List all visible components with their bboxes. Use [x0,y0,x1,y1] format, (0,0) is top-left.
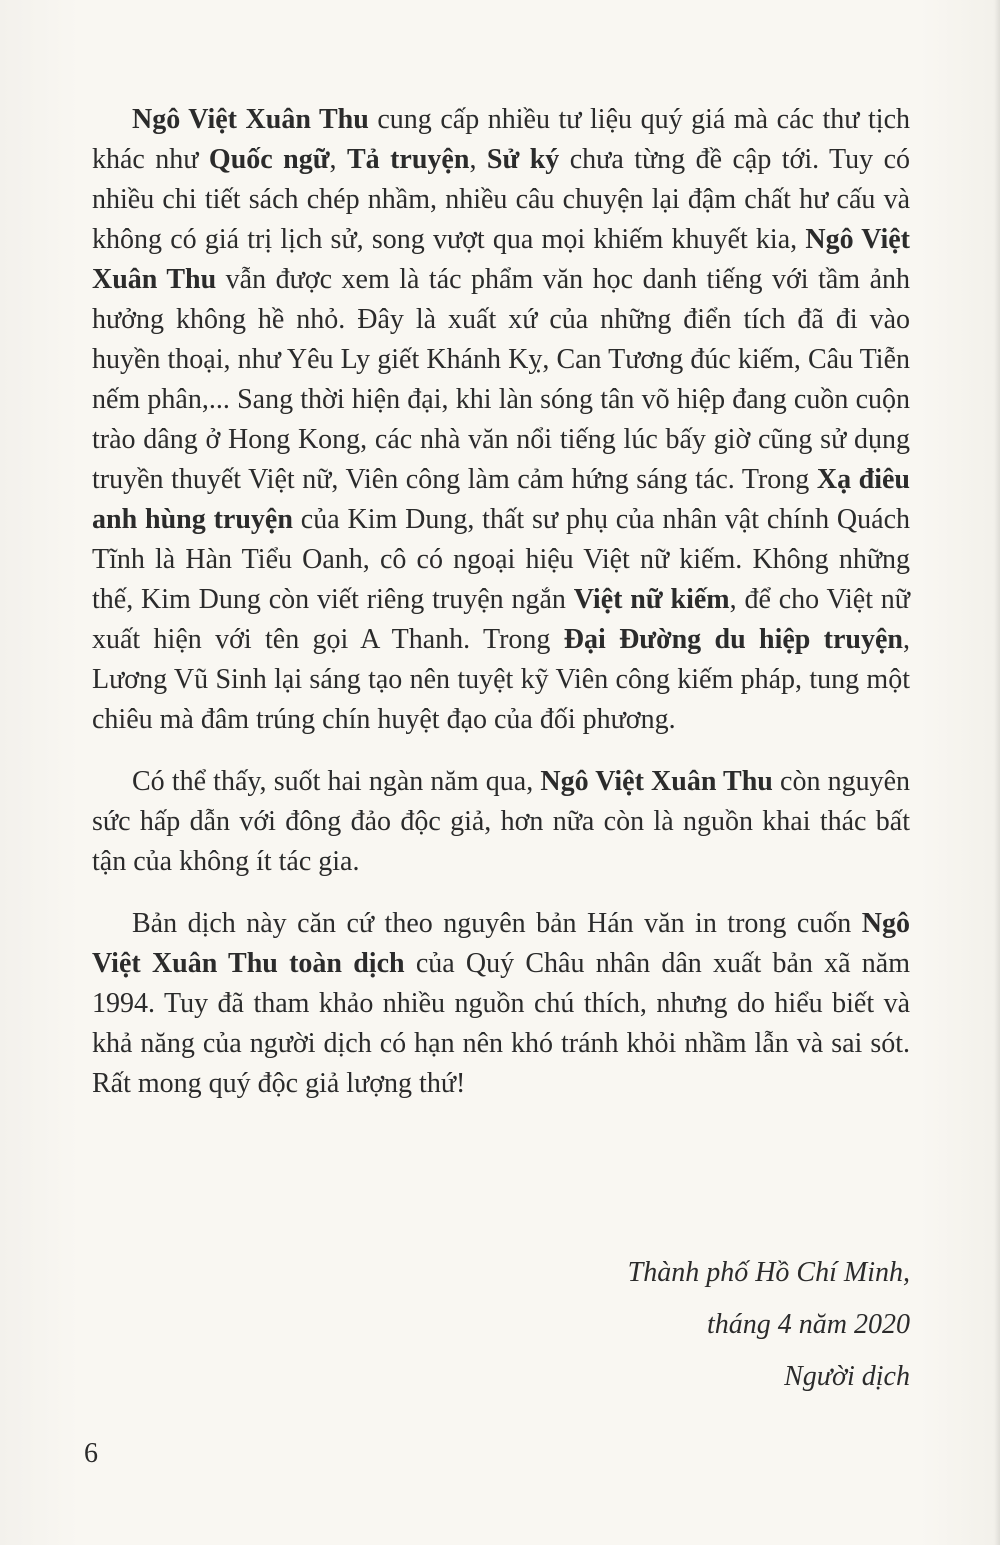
paragraph-2 [92,762,910,882]
paragraph-1 [92,100,910,740]
paragraph-text: Có thể thấy, suốt hai ngàn năm qua, [132,766,541,797]
bold-title-text: Ngô Việt Xuân Thu [132,104,369,135]
bold-title-text: Ngô Việt Xuân Thu toàn dịch [92,908,910,979]
bold-title-text: Việt nữ kiếm [573,584,730,615]
paragraph-text: chưa từng đề cập tới. Tuy có nhiều chi tiết sách chép nhầm, nhiều câu chuyện lại đậm chất hư cấu và không có giá trị lịch sử, song vượt qua mọi khiếm khuyết kia, [92,144,911,255]
bold-title-text: Sử ký [486,144,560,175]
paragraph-text: còn nguyên sức hấp dẫn với đông đảo độc giả, hơn nữa còn là nguồn khai thác bất tận của không ít tác gia. [92,766,911,877]
body-text [92,100,910,1126]
bold-title-text: Xạ điêu anh hùng truyện [92,464,910,535]
paragraph-text: Bản dịch này căn cứ theo nguyên bản Hán văn in trong cuốn [132,908,862,939]
paragraph-text: của Kim Dung, thất sư phụ của nhân vật chính Quách Tĩnh là Hàn Tiểu Oanh, cô có ngoại hiệu Việt nữ kiếm. Không những thế, Kim Dung còn viết riêng truyện ngắn [92,504,911,615]
signature-place: Thành phố Hồ Chí Minh, [627,1257,910,1288]
signature-date: tháng 4 năm 2020 [707,1309,910,1340]
paragraph-text: , để cho Việt nữ xuất hiện với tên gọi A Thanh. Trong [92,584,910,655]
signature-author: Người dịch [784,1361,910,1392]
paragraph-text: của Quý Châu nhân dân xuất bản xã năm 1994. Tuy đã tham khảo nhiều nguồn chú thích, nhưng do hiểu biết và khả năng của người dịch có hạn nên khó tránh khỏi nhầm lẫn và sai sót. Rất mong quý độc giả lượng thứ! [92,948,910,1099]
page-edge-shadow [994,0,1000,1545]
paragraph-text: , [469,144,487,175]
bold-title-text: Ngô Việt Xuân Thu [540,766,773,797]
paragraph-text: vẫn được xem là tác phẩm văn học danh tiếng với tầm ảnh hưởng không hề nhỏ. Đây là xuất xứ của những điển tích đã đi vào huyền thoại, như Yêu Ly giết Khánh Kỵ, Can Tương đúc kiếm, Câu Tiễn nếm phân,... Sang thời hiện đại, khi làn sóng tân võ hiệp đang cuồn cuộn trào dâng ở Hong Kong, các nhà văn nổi tiếng lúc bấy giờ cũng sử dụng truyền thuyết Việt nữ, Viên công làm cảm hứng sáng tác. Trong [92,264,910,495]
page-number: 6 [84,1438,98,1469]
paragraph-3 [92,904,910,1104]
paragraph-text: , [329,144,347,175]
paragraph-text: cung cấp nhiều tư liệu quý giá mà các thư tịch khác như [92,104,911,175]
bold-title-text: Đại Đường du hiệp truyện [563,624,903,655]
bold-title-text: Quốc ngữ [208,144,330,175]
signature-block [310,1248,910,1404]
bold-title-text: Tả truyện [346,144,470,175]
paragraph-text: , Lương Vũ Sinh lại sáng tạo nên tuyệt kỹ Viên công kiếm pháp, tung một chiêu mà đâm trúng chín huyệt đạo của đối phương. [92,624,910,735]
bold-title-text: Ngô Việt Xuân Thu [92,224,910,295]
